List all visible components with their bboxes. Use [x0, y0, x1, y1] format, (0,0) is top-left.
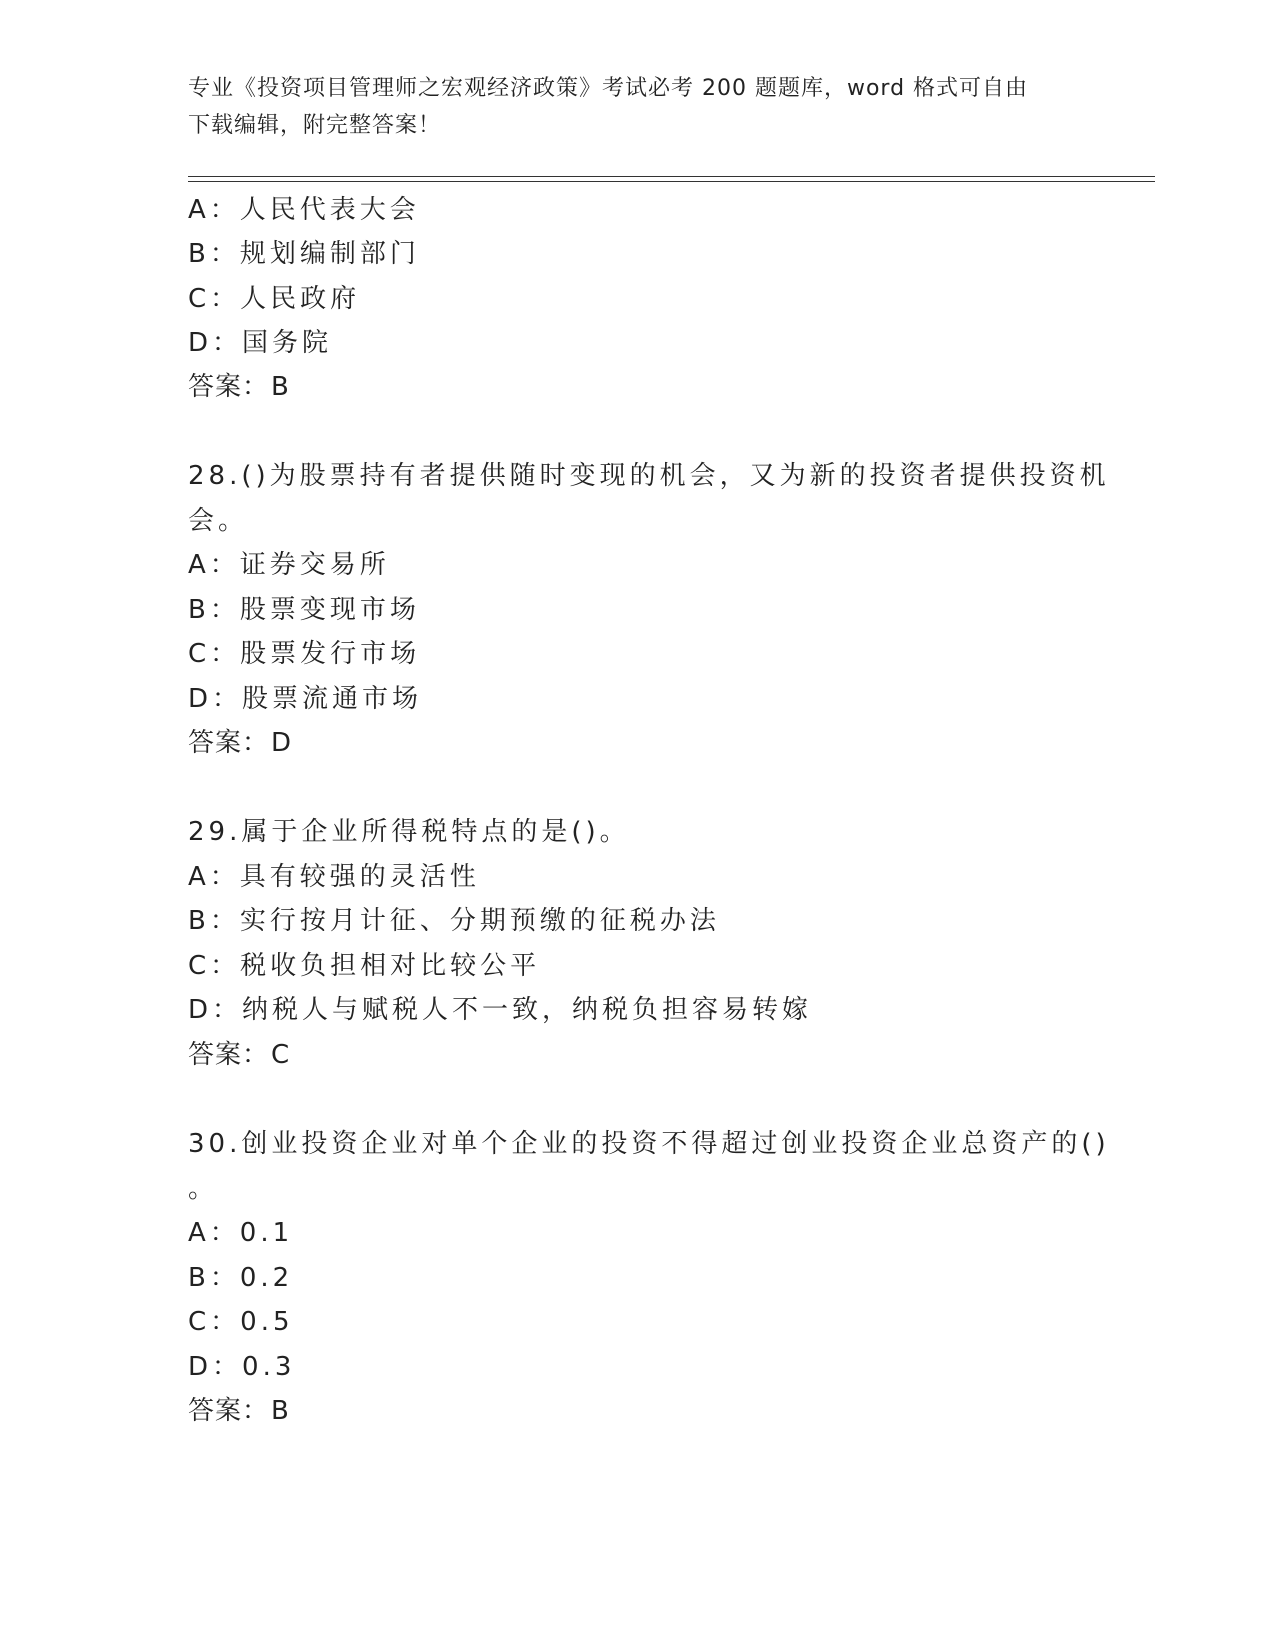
option-a: A：具有较强的灵活性	[188, 862, 480, 892]
option-d: D：股票流通市场	[188, 684, 423, 714]
answer-value: D	[271, 728, 293, 758]
question-stem-line-1: 30.创业投资企业对单个企业的投资不得超过创业投资企业总资产的()	[188, 1129, 1110, 1159]
question-stem-line-1: 29.属于企业所得税特点的是()。	[188, 817, 630, 847]
answer-label: 答案：	[188, 372, 270, 402]
option-a: A：证券交易所	[188, 550, 390, 580]
option-c: C：0.5	[188, 1307, 294, 1337]
question-stem-line-1: 28.()为股票持有者提供随时变现的机会，又为新的投资者提供投资机	[188, 461, 1110, 491]
option-c: C：税收负担相对比较公平	[188, 951, 541, 981]
answer-label: 答案：	[188, 1040, 270, 1070]
option-d: D：国务院	[188, 328, 333, 358]
answer-line	[188, 726, 292, 760]
answer-line	[188, 1038, 290, 1072]
answer-line	[188, 370, 290, 404]
option-d: D：纳税人与赋税人不一致，纳税负担容易转嫁	[188, 995, 813, 1025]
question-stem-line-2: 会。	[188, 506, 249, 536]
question-stem-line-2: 。	[188, 1174, 219, 1204]
header-line-2: 下载编辑，附完整答案！	[188, 113, 442, 138]
header-divider-bottom	[188, 181, 1155, 182]
option-c: C：人民政府	[188, 284, 361, 314]
header-divider-top	[188, 176, 1155, 177]
answer-line	[188, 1394, 290, 1428]
answer-value: B	[271, 372, 290, 402]
document-header	[188, 70, 1088, 144]
answer-value: B	[271, 1396, 290, 1426]
option-a: A：0.1	[188, 1218, 294, 1248]
option-b: B：实行按月计征、分期预缴的征税办法	[188, 906, 720, 936]
option-c: C：股票发行市场	[188, 639, 421, 669]
option-d: D：0.3	[188, 1352, 296, 1382]
option-b: B：0.2	[188, 1263, 294, 1293]
option-b: B：股票变现市场	[188, 595, 420, 625]
header-line-1: 专业《投资项目管理师之宏观经济政策》考试必考 200 题题库，word 格式可自由	[188, 76, 1029, 101]
answer-label: 答案：	[188, 1396, 270, 1426]
option-a: A：人民代表大会	[188, 195, 420, 225]
answer-value: C	[271, 1040, 291, 1070]
option-b: B：规划编制部门	[188, 239, 420, 269]
answer-label: 答案：	[188, 728, 270, 758]
